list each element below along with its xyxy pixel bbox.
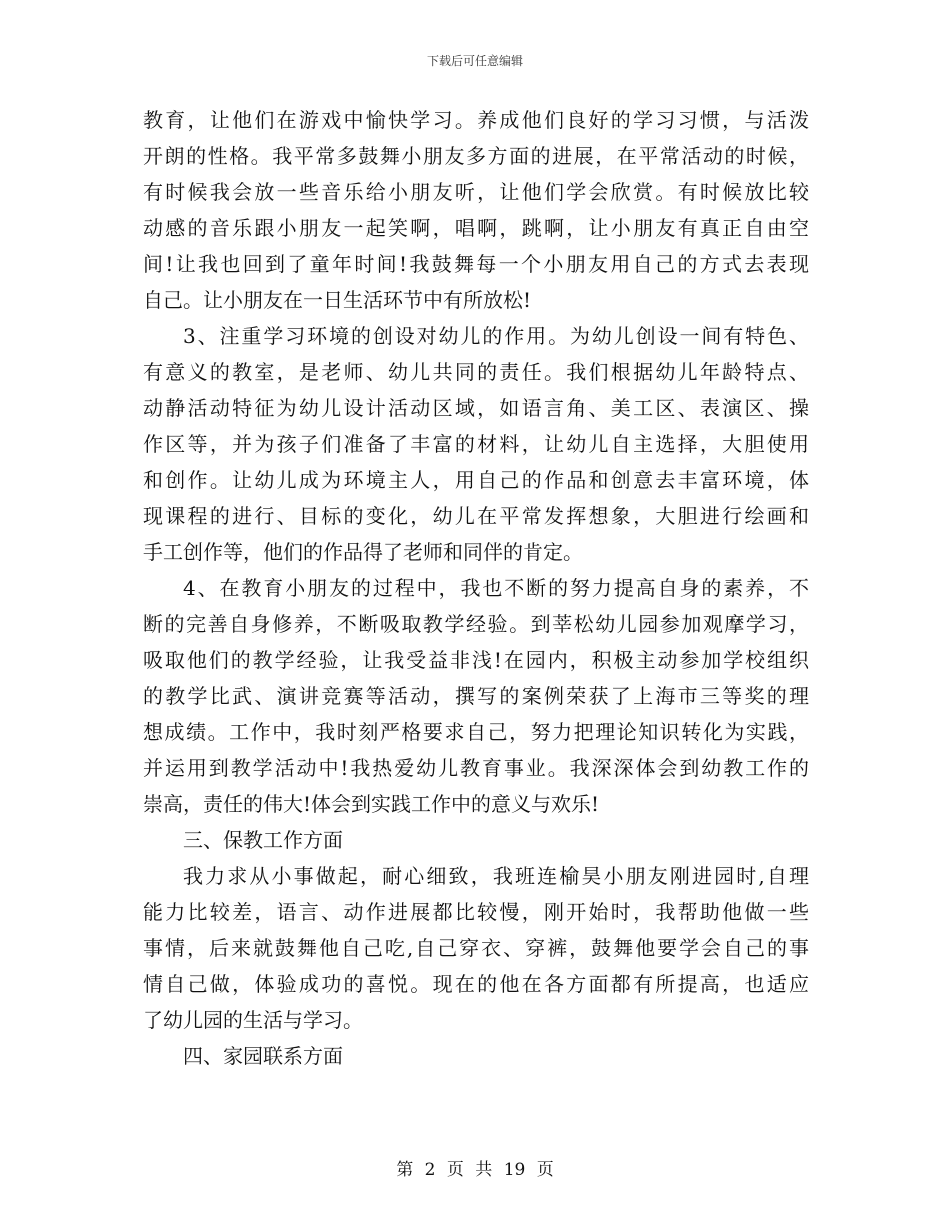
paragraph bbox=[143, 858, 809, 1038]
text-line: 作区等，并为孩子们准备了丰富的材料，让幼儿自主选择，大胆使用 bbox=[143, 432, 809, 456]
text-line: 情自己做，体验成功的喜悦。现在的他在各方面都有所提高，也适应 bbox=[143, 972, 809, 996]
page-header: 下载后可任意编辑 bbox=[426, 54, 523, 68]
text-line: 的教学比武、演讲竞赛等活动，撰写的案例荣获了上海市三等奖的理 bbox=[143, 684, 809, 708]
paragraph bbox=[143, 318, 809, 570]
paragraph bbox=[143, 102, 809, 318]
text-line: 吸取他们的教学经验，让我受益非浅!在园内，积极主动参加学校组织 bbox=[143, 648, 809, 672]
text-line: 和创作。让幼儿成为环境主人，用自己的作品和创意去丰富环境，体 bbox=[143, 468, 809, 492]
text-line: 三、保教工作方面 bbox=[183, 828, 343, 852]
text-line: 4、在教育小朋友的过程中，我也不断的努力提高自身的素养，不 bbox=[183, 576, 809, 600]
text-line: 现课程的进行、目标的变化，幼儿在平常发挥想象，大胆进行绘画和 bbox=[143, 504, 809, 528]
text-line: 动感的音乐跟小朋友一起笑啊，唱啊，跳啊，让小朋友有真正自由空 bbox=[143, 216, 809, 240]
text-line: 断的完善自身修养，不断吸取教学经验。到莘松幼儿园参加观摩学习， bbox=[143, 612, 809, 636]
text-line: 了幼儿园的生活与学习。 bbox=[143, 1008, 363, 1032]
text-line: 间!让我也回到了童年时间!我鼓舞每一个小朋友用自己的方式去表现 bbox=[143, 252, 809, 276]
section-heading bbox=[143, 822, 809, 858]
page-number-footer: 第 2 页 共 19 页 bbox=[396, 1160, 554, 1180]
text-line: 事情，后来就鼓舞他自己吃,自己穿衣、穿裤，鼓舞他要学会自己的事 bbox=[143, 936, 809, 960]
section-heading bbox=[143, 1038, 809, 1074]
text-line: 自己。让小朋友在一日生活环节中有所放松! bbox=[143, 288, 532, 312]
paragraph bbox=[143, 570, 809, 822]
document-body bbox=[143, 102, 809, 1074]
text-line: 崇高，责任的伟大!体会到实践工作中的意义与欢乐! bbox=[143, 792, 600, 816]
text-line: 能力比较差，语言、动作进展都比较慢，刚开始时，我帮助他做一些 bbox=[143, 900, 809, 924]
text-line: 想成绩。工作中，我时刻严格要求自己，努力把理论知识转化为实践， bbox=[143, 720, 809, 744]
text-line: 有时候我会放一些音乐给小朋友听，让他们学会欣赏。有时候放比较 bbox=[143, 180, 809, 204]
text-line: 并运用到教学活动中!我热爱幼儿教育事业。我深深体会到幼教工作的 bbox=[143, 756, 809, 780]
text-line: 四、家园联系方面 bbox=[183, 1044, 343, 1068]
text-line: 手工创作等，他们的作品得了老师和同伴的肯定。 bbox=[143, 540, 583, 564]
text-line: 有意义的教室，是老师、幼儿共同的责任。我们根据幼儿年龄特点、 bbox=[143, 360, 809, 384]
text-line: 开朗的性格。我平常多鼓舞小朋友多方面的进展，在平常活动的时候， bbox=[143, 144, 809, 168]
text-line: 教育，让他们在游戏中愉快学习。养成他们良好的学习习惯，与活泼 bbox=[143, 108, 809, 132]
text-line: 动静活动特征为幼儿设计活动区域，如语言角、美工区、表演区、操 bbox=[143, 396, 809, 420]
text-line: 3、注重学习环境的创设对幼儿的作用。为幼儿创设一间有特色、 bbox=[183, 324, 809, 348]
text-line: 我力求从小事做起，耐心细致，我班连榆昊小朋友刚进园时,自理 bbox=[183, 864, 809, 888]
